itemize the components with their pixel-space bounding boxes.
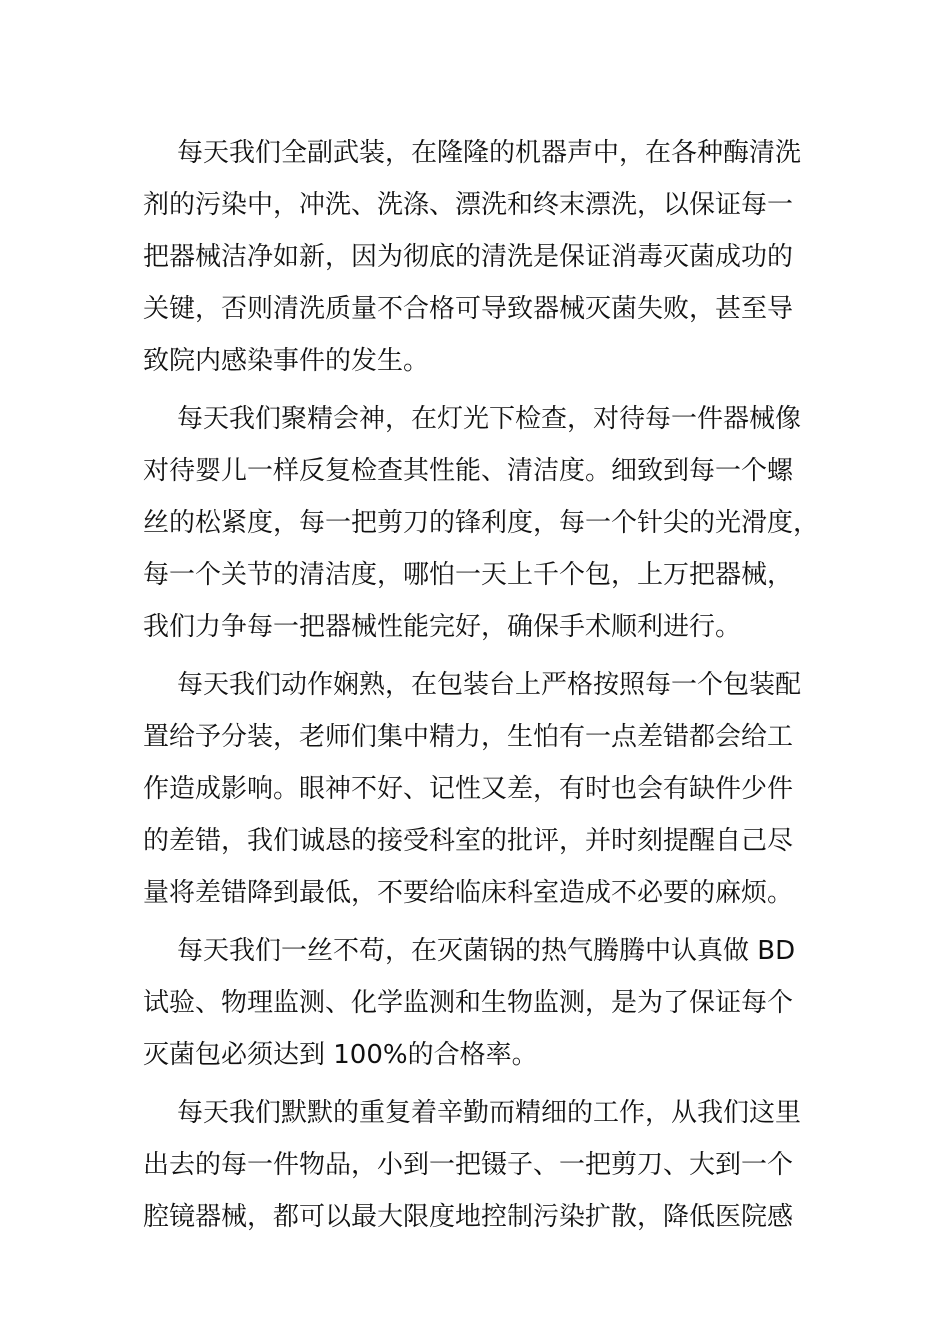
paragraph-line: 每天我们聚精会神，在灯光下检查，对待每一件器械像 bbox=[177, 404, 802, 434]
paragraph-line: 关键，否则清洗质量不合格可导致器械灭菌失败，甚至导 bbox=[143, 294, 794, 324]
paragraph-line: 剂的污染中，冲洗、洗涤、漂洗和终末漂洗，以保证每一 bbox=[143, 190, 794, 220]
paragraph-5 bbox=[143, 1087, 802, 1243]
paragraph-line: 出去的每一件物品，小到一把镊子、一把剪刀、大到一个 bbox=[143, 1150, 794, 1180]
paragraph-line: 试验、物理监测、化学监测和生物监测，是为了保证每个 bbox=[143, 988, 794, 1018]
paragraph-line: 量将差错降到最低，不要给临床科室造成不必要的麻烦。 bbox=[143, 878, 794, 908]
paragraph-line: 作造成影响。眼神不好、记性又差，有时也会有缺件少件 bbox=[143, 774, 794, 804]
paragraph-line: 的差错，我们诚恳的接受科室的批评，并时刻提醒自己尽 bbox=[143, 826, 794, 856]
paragraph-line: 对待婴儿一样反复检查其性能、清洁度。细致到每一个螺 bbox=[143, 456, 794, 486]
paragraph-line: 灭菌包必须达到 100%的合格率。 bbox=[143, 1040, 538, 1070]
paragraph-line: 置给予分装，老师们集中精力，生怕有一点差错都会给工 bbox=[143, 722, 794, 752]
paragraph-4 bbox=[143, 925, 795, 1081]
paragraph-line: 每一个关节的清洁度，哪怕一天上千个包，上万把器械， bbox=[143, 560, 794, 590]
paragraph-line: 每天我们动作娴熟，在包装台上严格按照每一个包装配 bbox=[177, 670, 802, 700]
paragraph-3 bbox=[143, 659, 802, 919]
paragraph-line: 每天我们默默的重复着辛勤而精细的工作，从我们这里 bbox=[177, 1098, 802, 1128]
paragraph-line: 致院内感染事件的发生。 bbox=[143, 346, 430, 376]
paragraph-line: 腔镜器械，都可以最大限度地控制污染扩散，降低医院感 bbox=[143, 1202, 794, 1232]
document-body bbox=[143, 127, 820, 1243]
paragraph-line: 每天我们一丝不苟，在灭菌锅的热气腾腾中认真做 BD bbox=[177, 936, 796, 966]
paragraph-line: 丝的松紧度，每一把剪刀的锋利度，每一个针尖的光滑度， bbox=[143, 508, 820, 538]
paragraph-2 bbox=[143, 393, 820, 653]
paragraph-line: 把器械洁净如新，因为彻底的清洗是保证消毒灭菌成功的 bbox=[143, 242, 794, 272]
paragraph-line: 每天我们全副武装，在隆隆的机器声中，在各种酶清洗 bbox=[177, 138, 802, 168]
paragraph-1 bbox=[143, 127, 802, 387]
paragraph-line: 我们力争每一把器械性能完好，确保手术顺利进行。 bbox=[143, 612, 742, 642]
